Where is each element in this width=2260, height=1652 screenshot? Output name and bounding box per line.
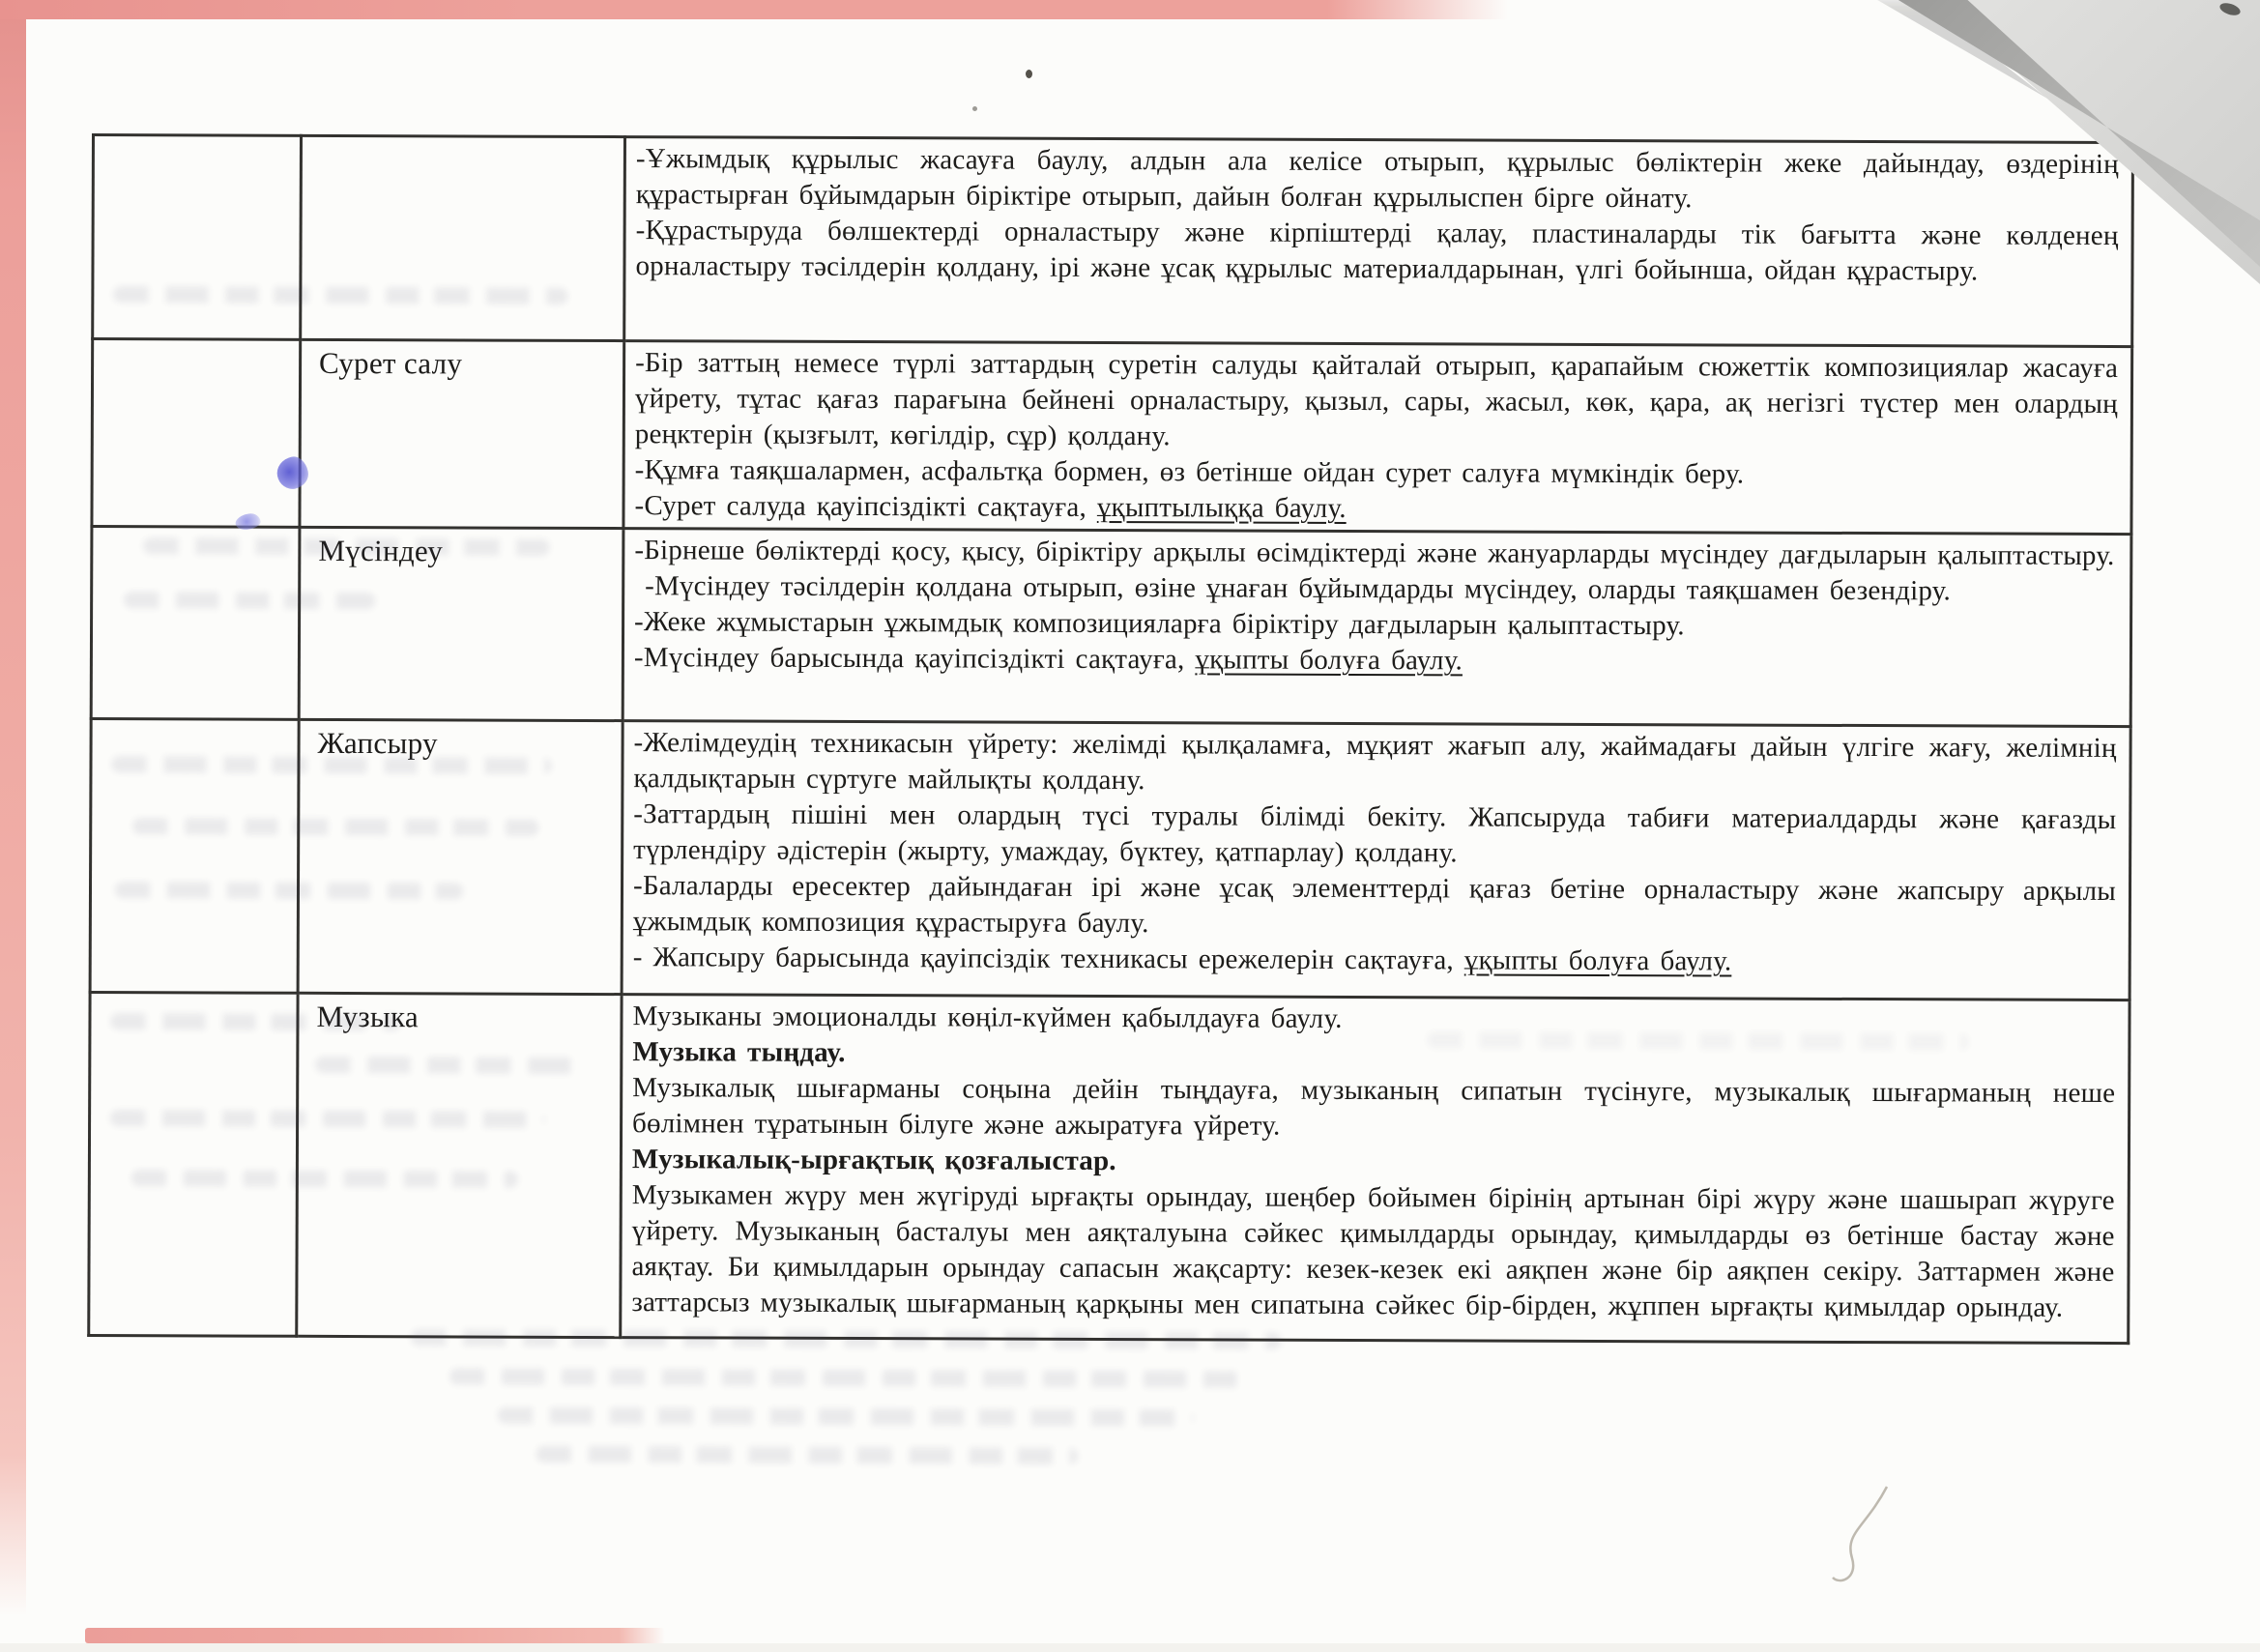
empty-cell xyxy=(89,992,298,1336)
paragraph xyxy=(634,533,2117,574)
bleed-through-text xyxy=(124,592,375,609)
paragraph xyxy=(636,141,2119,218)
paragraph xyxy=(631,1177,2115,1326)
table-row xyxy=(92,338,2132,534)
text-run: Музыка тыңдау. xyxy=(632,1036,846,1068)
text-run: -Заттардың пішіні мен олардың түсі туралы білімді бекіту. Жапсыруда табиғи материалдарды және қағазды түрлендіру әдістерін (жырту, умаждау, бүктеу, қатпарлау) қолдану. xyxy=(633,798,2117,869)
bleed-through-text xyxy=(132,818,538,836)
content-cell xyxy=(623,341,2132,535)
paragraph xyxy=(634,640,2117,681)
text-run: ұқыпты болуға баулу. xyxy=(1195,644,1463,677)
text-run: -Ұжымдық құрылыс жасауға баулу, алдын ала келісе отырып, құрылыс бөліктерін жеке дайындау, өздерінің құрастырған бұйымдарын біріктіре отырып, дайын болған құрылыспен бірге ойнату. xyxy=(635,143,2119,215)
text-run: Музыкамен жүру мен жүгіруді ырғақты орындау, шеңбер бойымен бірінің артынан бірі жүру және шашырап жүруге үйрету. Музыканың басталуы мен аяқталуына сәйкес қимылдарды орындау, қимылдарды өз бетінше бастау және аяқтау. Би қимылдарын орындау сапасын жақсарту: кезек-кезек екі аяқпен және бір аяқпен секіру. Заттармен және заттарсыз музыкалық шығарманың қарқыны мен сипатына сәйкес бір-бірден, жұппен ырғақты қимылдар орындау. xyxy=(631,1179,2115,1323)
curriculum-table-body xyxy=(89,134,2133,1343)
text-run: Музыканы эмоционалды көңіл-күймен қабылдауға баулу. xyxy=(632,1000,1343,1034)
table-row xyxy=(91,526,2131,726)
paragraph xyxy=(634,568,2117,610)
text-run: -Құрастыруда бөлшектерді орналастыру және кірпіштерді қалау, пластиналарды тік бағытта және көлденең орналастыру тәсілдерін қолдану, ірі және ұсақ құрылыс материалдарынан, үлгі бойынша, ойдан құрастыру. xyxy=(635,215,2119,287)
bleed-through-text xyxy=(449,1368,1242,1387)
bleed-through-text xyxy=(115,882,463,899)
activity-cell xyxy=(300,339,624,528)
text-run: -Бір заттың немесе түрлі заттардың суретін салуды қайталай отырып, қарапайым сюжеттік композициялар жасауға үйрету, тұтас қағаз парағына бейнені орналастыру, қызыл, сары, жасыл, көк, қара, ақ негізгі түстер мен олардың реңктерін (қызғылт, көгілдір, сұр) қолдану. xyxy=(634,347,2119,452)
activity-label: Мүсіндеу xyxy=(318,533,444,568)
activity-cell xyxy=(301,135,625,340)
text-run: -Жеке жұмыстарын ұжымдық композицияларға біріктіру дағдыларын қалыптастыру. xyxy=(634,606,1685,642)
crease-mark xyxy=(1808,1469,1943,1624)
bleed-through-text xyxy=(131,1170,518,1188)
text-run: -Балаларды ересектер дайындаған ірі және ұсақ элементтерді қағаз бетіне орналастыру және жапсыру арқылы ұжымдық композиция құрастыруға баулу. xyxy=(632,870,2117,940)
empty-cell xyxy=(92,338,301,527)
table-row xyxy=(93,134,2133,346)
text-run: -Бірнеше бөліктерді қосу, қысу, біріктіру арқылы өсімдіктерді және жануарларды мүсіндеу дағдыларын қалыптастыру. xyxy=(634,535,2115,572)
paragraph xyxy=(633,725,2116,802)
empty-cell xyxy=(91,526,300,719)
bleed-through-text xyxy=(110,1013,400,1030)
content-cell xyxy=(624,137,2133,347)
paragraph xyxy=(635,213,2118,290)
activity-cell xyxy=(299,527,623,720)
paragraph xyxy=(633,868,2116,945)
activity-label: Музыка xyxy=(316,999,420,1034)
content-cell xyxy=(622,721,2130,1000)
bleed-through-text xyxy=(315,1057,586,1074)
curriculum-table xyxy=(87,133,2134,1345)
activity-label xyxy=(320,141,618,142)
dust-speck xyxy=(972,106,977,111)
text-run: - Жапсыру барысында қауіпсіздік техникасы ережелерін сақтауға, xyxy=(632,942,1464,976)
paragraph xyxy=(634,604,2117,646)
paragraph xyxy=(634,488,2117,530)
empty-cell xyxy=(93,134,302,339)
text-run: -Желімдеудің техникасын үйрету: желімді қылқаламға, мұқият жағып алу, жаймадағы дайын үлгіге жағу, желімнің қалдықтарын сүртуге майлықты қолдану. xyxy=(633,727,2117,797)
bleed-through-text xyxy=(111,756,551,774)
activity-cell xyxy=(297,993,622,1337)
bleed-through-text xyxy=(1427,1031,1968,1050)
scan-edge-bottom xyxy=(85,1628,665,1643)
paragraph xyxy=(632,1142,2115,1183)
content-cell xyxy=(623,529,2131,727)
bleed-through-text xyxy=(536,1446,1078,1464)
bleed-through-text xyxy=(143,537,549,556)
text-run: -Мүсіндеу барысында қауіпсіздікті сақтауға, xyxy=(633,642,1196,676)
bleed-through-text xyxy=(498,1407,1194,1427)
scan-edge-top xyxy=(0,0,1508,19)
dust-speck xyxy=(1026,70,1032,78)
text-run: -Мүсіндеу тәсілдерін қолдана отырып, өзіне ұнаған бұйымдарды мүсіндеу, оларды таяқшамен безендіру. xyxy=(634,570,1952,607)
bleed-through-text xyxy=(113,286,567,304)
text-run: ұқыптылыққа баулу. xyxy=(1096,491,1347,524)
text-run: -Сурет салуда қауіпсіздікті сақтауға, xyxy=(634,490,1097,523)
scan-edge-left xyxy=(0,0,26,1616)
bleed-through-text xyxy=(110,1110,545,1128)
bleed-through-text xyxy=(411,1329,1281,1348)
paragraph xyxy=(633,797,2116,874)
paragraph xyxy=(633,940,2116,981)
paragraph xyxy=(632,1070,2115,1147)
activity-label: Сурет салу xyxy=(319,345,463,381)
paragraph xyxy=(635,345,2118,458)
activity-label: Жапсыру xyxy=(317,725,438,761)
text-run: Музыкалық-ырғақтық қозғалыстар. xyxy=(631,1144,1116,1177)
text-run: Музыкалық шығарманы соңына дейін тыңдауға, музыканың сипатын түсінуге, музыкалық шығарманың неше бөлімнен тұратынын білуге және ажыратуға үйрету. xyxy=(632,1072,2116,1142)
text-run: ұқыпты болуға баулу. xyxy=(1463,944,1732,977)
text-run: -Құмға таяқшалармен, асфальтқа бормен, өз бетінше ойдан сурет салуға мүмкіндік беру. xyxy=(634,454,1745,490)
paragraph xyxy=(635,452,2118,494)
